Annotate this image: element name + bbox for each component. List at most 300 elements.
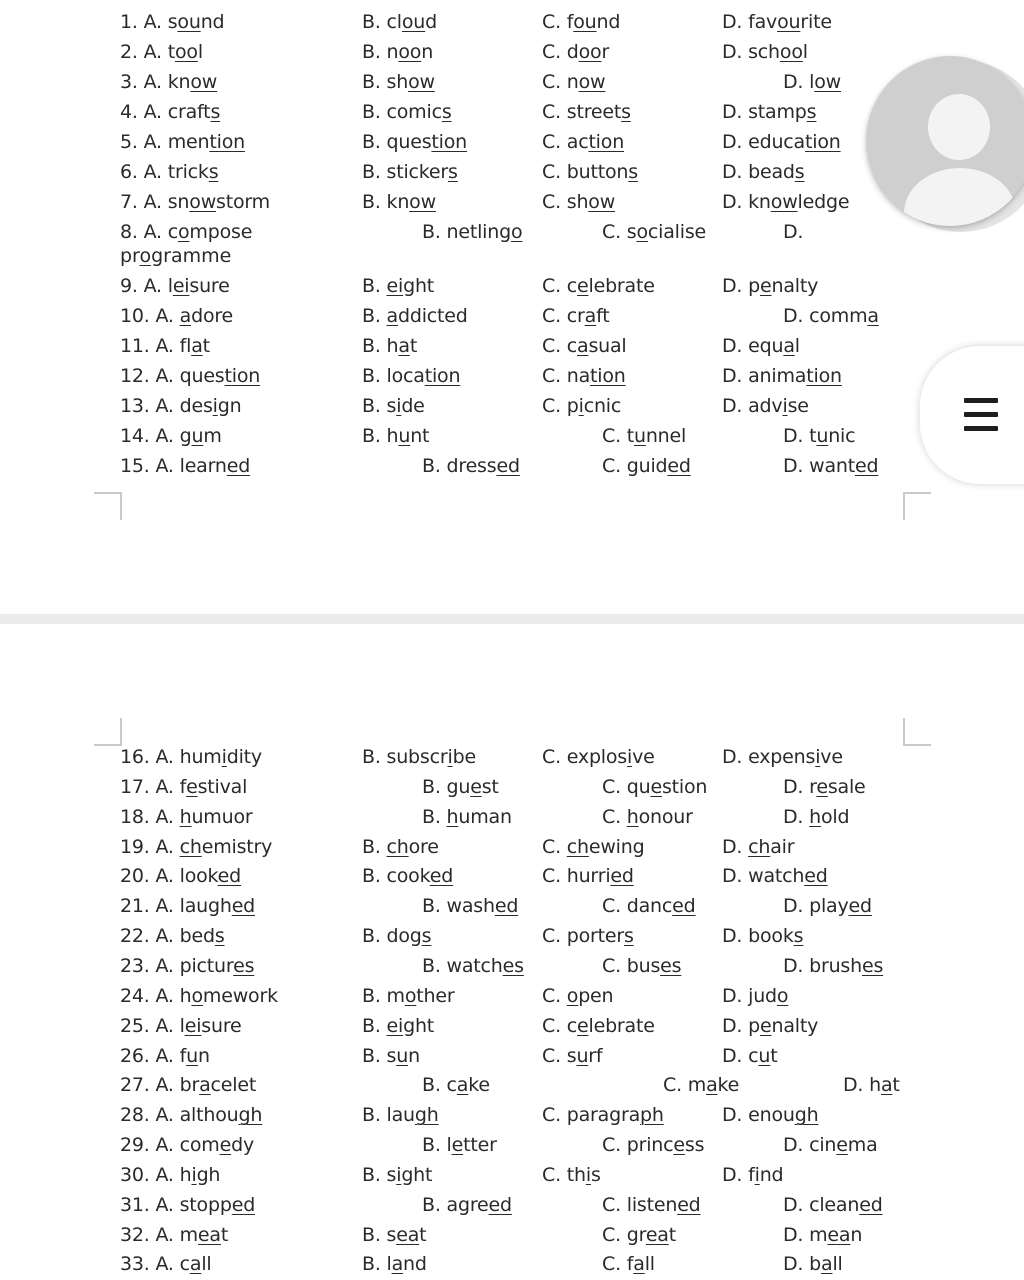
option-text: A. craft	[143, 101, 211, 123]
question-number: 12.	[120, 365, 156, 387]
answer-option-d	[722, 865, 828, 887]
option-text: umuor	[191, 805, 253, 828]
underlined-sound: e	[836, 1134, 848, 1157]
answer-option-b	[362, 1104, 439, 1126]
underlined-sound: e	[759, 275, 772, 297]
answer-option-c	[663, 1074, 739, 1096]
option-text: A.	[155, 305, 180, 327]
option-text: ve	[632, 746, 655, 768]
option-text: A. look	[155, 865, 218, 888]
option-text: A. althou	[155, 1104, 239, 1127]
option-text: C. qu	[602, 775, 651, 798]
underlined-sound: e	[673, 1134, 685, 1157]
answer-option-a	[120, 1164, 220, 1186]
option-text: A. g	[155, 425, 192, 447]
option-text: D. p	[722, 1014, 760, 1037]
option-text: pen	[578, 984, 614, 1007]
underlined-sound: ea	[396, 1223, 420, 1246]
question-number: 18.	[120, 805, 156, 828]
answer-option-c	[602, 1253, 655, 1275]
option-text: n	[850, 1223, 863, 1246]
menu-button[interactable]	[920, 346, 1024, 484]
answer-option-c	[542, 101, 631, 123]
underlined-sound: h	[446, 805, 459, 828]
underlined-sound: tion	[806, 365, 842, 387]
answer-option-b	[362, 865, 453, 887]
answer-option-b	[362, 41, 433, 63]
option-text: D. equ	[722, 335, 784, 357]
option-text: B. kn	[362, 191, 410, 213]
option-text: t	[419, 1223, 427, 1246]
option-text: t	[202, 335, 210, 357]
question-row	[0, 6, 1024, 36]
underlined-sound: o	[776, 984, 789, 1007]
answer-option-b	[362, 1164, 432, 1186]
underlined-sound: o	[139, 245, 152, 267]
question-number: 16.	[120, 746, 156, 768]
underlined-sound: ow	[770, 191, 798, 213]
answer-option-c	[602, 955, 681, 977]
answer-option-b	[362, 11, 437, 33]
user-avatar-icon	[866, 56, 1024, 226]
underlined-sound: o	[404, 984, 417, 1007]
option-text: pr	[120, 245, 140, 267]
answer-option-c	[542, 275, 655, 297]
answer-option-a	[120, 1194, 255, 1216]
answer-option-c	[542, 1104, 664, 1126]
option-text: D. h	[843, 1074, 881, 1097]
underlined-sound: tion	[424, 365, 461, 387]
underlined-sound: e	[186, 775, 198, 798]
underlined-sound: o	[566, 984, 579, 1007]
option-text: old	[820, 805, 850, 828]
option-text: A. des	[155, 395, 213, 417]
answer-option-b	[362, 1224, 426, 1246]
underlined-sound: e	[451, 1134, 464, 1157]
option-text: B. wash	[422, 895, 495, 918]
question-number: 19.	[120, 835, 156, 858]
answer-option-b	[362, 1015, 434, 1037]
question-row	[0, 1069, 1024, 1099]
option-text: D. watch	[722, 865, 805, 888]
answer-option-d	[783, 305, 879, 327]
avatar-button[interactable]	[866, 56, 1024, 232]
option-text: C. s	[542, 1044, 577, 1067]
option-text: B. loca	[362, 365, 425, 387]
option-text: A. m	[155, 1223, 198, 1246]
question-number: 13.	[120, 395, 156, 417]
option-text: B. s	[362, 1223, 397, 1246]
option-text: A. c	[143, 221, 178, 243]
option-text: nd	[200, 11, 225, 33]
option-text: C.	[602, 805, 627, 828]
option-text: m	[203, 425, 222, 447]
option-text: C. s	[602, 221, 637, 243]
underlined-sound: i	[578, 395, 584, 417]
underlined-sound: e	[577, 1014, 589, 1037]
question-number: 3.	[120, 71, 144, 93]
underlined-sound: ow	[190, 71, 218, 93]
answer-option-a	[120, 1104, 262, 1126]
question-row	[0, 1189, 1024, 1219]
underlined-sound: s	[210, 101, 221, 123]
option-text: B. dog	[362, 925, 422, 948]
question-row	[0, 450, 1024, 480]
underlined-sound: es	[861, 954, 884, 977]
answer-option-d	[722, 335, 800, 357]
underlined-sound: a	[880, 1074, 893, 1097]
underlined-sound: ow	[814, 71, 841, 93]
option-text: sure	[201, 1014, 242, 1037]
option-text: C.	[542, 984, 567, 1007]
answer-option-a	[120, 305, 233, 327]
answer-option-a	[120, 1045, 210, 1067]
underlined-sound: oo	[578, 41, 602, 63]
underlined-sound: u	[191, 425, 204, 447]
answer-option-c	[602, 806, 693, 828]
underlined-sound: e	[650, 775, 662, 798]
option-text: A. br	[155, 1074, 200, 1097]
option-text: B. lau	[362, 1104, 415, 1127]
underlined-sound: s	[208, 161, 219, 183]
underlined-sound: a	[577, 335, 589, 357]
option-text: A.	[155, 835, 180, 858]
underlined-sound: e	[219, 1134, 232, 1157]
underlined-sound: i	[212, 395, 218, 417]
question-row	[0, 300, 1024, 330]
question-number: 30.	[120, 1163, 156, 1186]
option-text: mpose	[189, 221, 253, 243]
underlined-sound: i	[815, 746, 821, 768]
option-text: air	[770, 835, 795, 858]
option-text: D.	[783, 805, 810, 828]
underlined-sound: ea	[827, 1223, 851, 1246]
answer-option-c	[542, 836, 644, 858]
answer-option-a	[120, 1224, 228, 1246]
option-text: ewing	[588, 835, 645, 858]
answer-option-b	[362, 1253, 427, 1275]
underlined-sound: ei	[386, 275, 404, 297]
question-row	[0, 360, 1024, 390]
option-text: r	[601, 41, 610, 63]
option-text: B. cook	[362, 865, 430, 888]
answer-option-a	[120, 895, 255, 917]
underlined-sound: o	[191, 984, 203, 1007]
underlined-sound: s	[806, 101, 817, 123]
underlined-sound: ed	[859, 1193, 883, 1216]
question-row	[0, 1010, 1024, 1040]
question-number: 26.	[120, 1044, 156, 1067]
underlined-sound: gh	[238, 1104, 263, 1127]
option-text: ght	[403, 1014, 435, 1037]
answer-option-a	[120, 275, 230, 297]
underlined-sound: s	[421, 925, 432, 948]
answer-option-b	[422, 221, 522, 243]
option-text: D. m	[783, 1223, 828, 1246]
answer-option-a	[120, 335, 210, 357]
underlined-sound: ed	[231, 895, 256, 918]
answer-option-a	[120, 985, 278, 1007]
underlined-sound: a	[783, 335, 795, 357]
option-text: B. gu	[422, 775, 471, 798]
underlined-sound: u	[396, 1044, 409, 1067]
option-text: t	[892, 1074, 900, 1097]
option-text: mework	[202, 984, 278, 1007]
question-row	[0, 860, 1024, 890]
answer-option-d	[722, 11, 832, 33]
answer-option-a	[120, 806, 253, 828]
option-text: C.	[542, 835, 567, 858]
underlined-sound: es	[502, 954, 524, 977]
answer-option-a	[120, 365, 260, 387]
underlined-sound: a	[386, 305, 398, 327]
option-text: B.	[362, 1014, 387, 1037]
underlined-sound: s	[628, 161, 638, 183]
option-text: cnic	[583, 395, 622, 417]
option-text: C. guid	[602, 455, 668, 477]
option-text: D. c	[722, 1044, 759, 1067]
underlined-sound: s	[793, 925, 804, 948]
answer-option-c	[602, 895, 696, 917]
option-text: ke	[717, 1074, 740, 1097]
answer-option-b	[362, 985, 454, 1007]
question-row	[0, 1219, 1024, 1249]
underlined-sound: a	[199, 1074, 211, 1097]
option-text: C. m	[663, 1074, 707, 1097]
avatar-body	[904, 168, 1016, 226]
option-text: l	[794, 335, 800, 357]
underlined-sound: a	[179, 305, 192, 327]
answer-option-d	[783, 1224, 862, 1246]
answer-option-b	[422, 776, 499, 798]
answer-option-a	[120, 865, 241, 887]
option-text: C. c	[542, 335, 577, 357]
option-text: A. laugh	[155, 895, 232, 918]
answer-option-a	[120, 746, 262, 768]
answer-option-c	[542, 1164, 601, 1186]
option-text: ther	[416, 984, 455, 1007]
answer-option-c	[542, 335, 627, 357]
option-text: stion	[661, 775, 708, 798]
option-text: B. s	[362, 1044, 397, 1067]
answer-option-b	[362, 101, 452, 123]
underlined-sound: ch	[748, 835, 771, 858]
underlined-sound: tion	[224, 365, 261, 387]
underlined-sound: ou	[573, 11, 597, 33]
option-text: ft	[596, 305, 610, 327]
option-text: A. t	[143, 41, 175, 63]
answer-option-a	[120, 71, 217, 93]
underlined-sound: i	[396, 395, 402, 417]
option-text: D. cin	[783, 1134, 837, 1157]
answer-option-b	[422, 1074, 490, 1096]
underlined-sound: ed	[494, 895, 519, 918]
underlined-sound: ed	[610, 865, 634, 888]
underlined-sound: e	[816, 775, 828, 798]
option-text: sure	[189, 275, 230, 297]
option-text: B. watch	[422, 954, 503, 977]
underlined-sound: a	[706, 1074, 718, 1097]
answer-option-c	[602, 1134, 704, 1156]
option-text: C. d	[542, 41, 579, 63]
answer-option-d	[722, 191, 849, 213]
option-text: C. n	[542, 71, 579, 93]
underlined-sound: e	[470, 775, 482, 798]
option-text: D. enou	[722, 1104, 795, 1127]
option-text: D.	[783, 221, 804, 243]
underlined-sound: ed	[854, 455, 879, 477]
underlined-sound: a	[633, 1253, 645, 1276]
option-text: nnel	[645, 425, 687, 447]
option-text: storm	[216, 191, 270, 213]
option-text: stival	[197, 775, 248, 798]
option-text: A. trick	[143, 161, 209, 183]
avatar-head	[928, 94, 990, 160]
underlined-sound: es	[233, 954, 255, 977]
question-row	[0, 1159, 1024, 1189]
option-text: ss	[684, 1134, 705, 1157]
answer-option-b	[362, 335, 417, 357]
option-text: B. s	[362, 395, 397, 417]
option-text: st	[481, 775, 499, 798]
underlined-sound: h	[179, 805, 192, 828]
option-text: C. th	[542, 1163, 586, 1186]
underlined-sound: tion	[590, 365, 626, 387]
answer-option-d	[722, 41, 808, 63]
underlined-sound: i	[191, 1163, 197, 1186]
option-text: B. l	[422, 1134, 452, 1157]
option-text: C. c	[542, 275, 577, 297]
option-text: A.	[155, 805, 180, 828]
underlined-sound: ei	[172, 275, 190, 297]
answer-option-d	[783, 1194, 883, 1216]
option-text: B. m	[362, 984, 405, 1007]
answer-option-a	[120, 101, 220, 123]
option-text: D. jud	[722, 984, 777, 1007]
answer-option-c	[542, 305, 609, 327]
answer-option-b	[362, 275, 434, 297]
option-text: D. book	[722, 925, 794, 948]
underlined-sound: s	[624, 925, 634, 948]
question-number: 27.	[120, 1074, 156, 1097]
answer-option-d	[722, 1164, 783, 1186]
question-number: 9.	[120, 275, 144, 297]
answer-option-a	[120, 836, 272, 858]
question-number: 4.	[120, 101, 144, 123]
question-number: 1.	[120, 11, 144, 33]
option-text: ore	[408, 835, 439, 858]
answer-option-c	[542, 191, 615, 213]
option-text: A. men	[143, 131, 210, 153]
underlined-sound: gh	[794, 1104, 819, 1127]
option-text: B. netling	[422, 221, 511, 243]
question-row	[0, 1248, 1024, 1278]
option-text: B. h	[362, 335, 399, 357]
underlined-sound: a	[584, 305, 597, 327]
answer-option-a	[120, 41, 203, 63]
answer-option-c	[542, 11, 620, 33]
option-text: B. dress	[422, 455, 497, 477]
answer-option-b	[362, 746, 476, 768]
answer-option-d	[783, 425, 855, 447]
answer-option-d	[783, 776, 866, 798]
option-text: C. ac	[542, 131, 589, 153]
underlined-sound: ei	[386, 1014, 404, 1037]
underlined-sound: ed	[677, 1193, 701, 1216]
answer-option-b	[362, 191, 436, 213]
option-text: D. clean	[783, 1193, 860, 1216]
answer-option-c	[542, 925, 634, 947]
underlined-sound: u	[186, 1044, 198, 1067]
answer-option-d	[783, 1134, 878, 1156]
answer-option-c	[542, 865, 634, 887]
answer-option-c	[542, 161, 638, 183]
answer-option-d	[722, 925, 803, 947]
underlined-sound: u	[634, 425, 646, 447]
question-row	[0, 270, 1024, 300]
option-text: A. hum	[155, 746, 222, 768]
option-text: gh	[196, 1163, 221, 1186]
answer-option-c	[542, 395, 621, 417]
option-text: gn	[217, 395, 242, 417]
answer-option-a	[120, 221, 252, 243]
answer-option-d	[843, 1074, 900, 1096]
option-text: de	[401, 395, 425, 417]
option-text: B. l	[362, 1253, 392, 1276]
answer-option-c	[602, 425, 686, 447]
answer-option-d	[783, 71, 841, 93]
answer-option-c	[542, 71, 605, 93]
underlined-sound: ou	[401, 11, 426, 33]
underlined-sound: ed	[217, 865, 242, 888]
underlined-sound: a	[191, 335, 203, 357]
underlined-sound: ed	[231, 1193, 256, 1216]
answer-option-d	[722, 365, 842, 387]
answer-option-b	[422, 806, 512, 828]
answer-option-a	[120, 425, 222, 447]
option-text: lebrate	[588, 1014, 655, 1037]
answer-option-c	[602, 1194, 701, 1216]
underlined-sound: ed	[226, 455, 251, 477]
underlined-sound: i	[754, 1163, 760, 1186]
option-text: B. agre	[422, 1193, 489, 1216]
underlined-sound: s	[441, 101, 452, 123]
option-text: B. subscr	[362, 746, 448, 768]
question-row	[0, 741, 1024, 771]
option-text: A. f	[155, 1044, 187, 1067]
question-number: 29.	[120, 1134, 156, 1157]
underlined-sound: oo	[174, 41, 198, 63]
option-text: B. h	[362, 425, 399, 447]
answer-option-b	[362, 395, 425, 417]
underlined-sound: oo	[398, 41, 422, 63]
underlined-sound: i	[627, 746, 633, 768]
underlined-sound: tion	[805, 131, 841, 153]
answer-option-b	[362, 836, 439, 858]
option-text: A. pictur	[155, 954, 234, 977]
option-text: D. t	[783, 425, 817, 447]
option-text: A. ques	[155, 365, 225, 387]
option-text: A. c	[155, 1253, 190, 1276]
option-text: B. sticker	[362, 161, 449, 183]
question-row	[0, 831, 1024, 861]
crop-mark-bottom-right	[903, 492, 931, 520]
answer-option-a	[120, 955, 254, 977]
question-row	[0, 950, 1024, 980]
option-text: D. want	[783, 455, 855, 477]
answer-option-d	[783, 1253, 843, 1275]
option-text: nt	[410, 425, 430, 447]
